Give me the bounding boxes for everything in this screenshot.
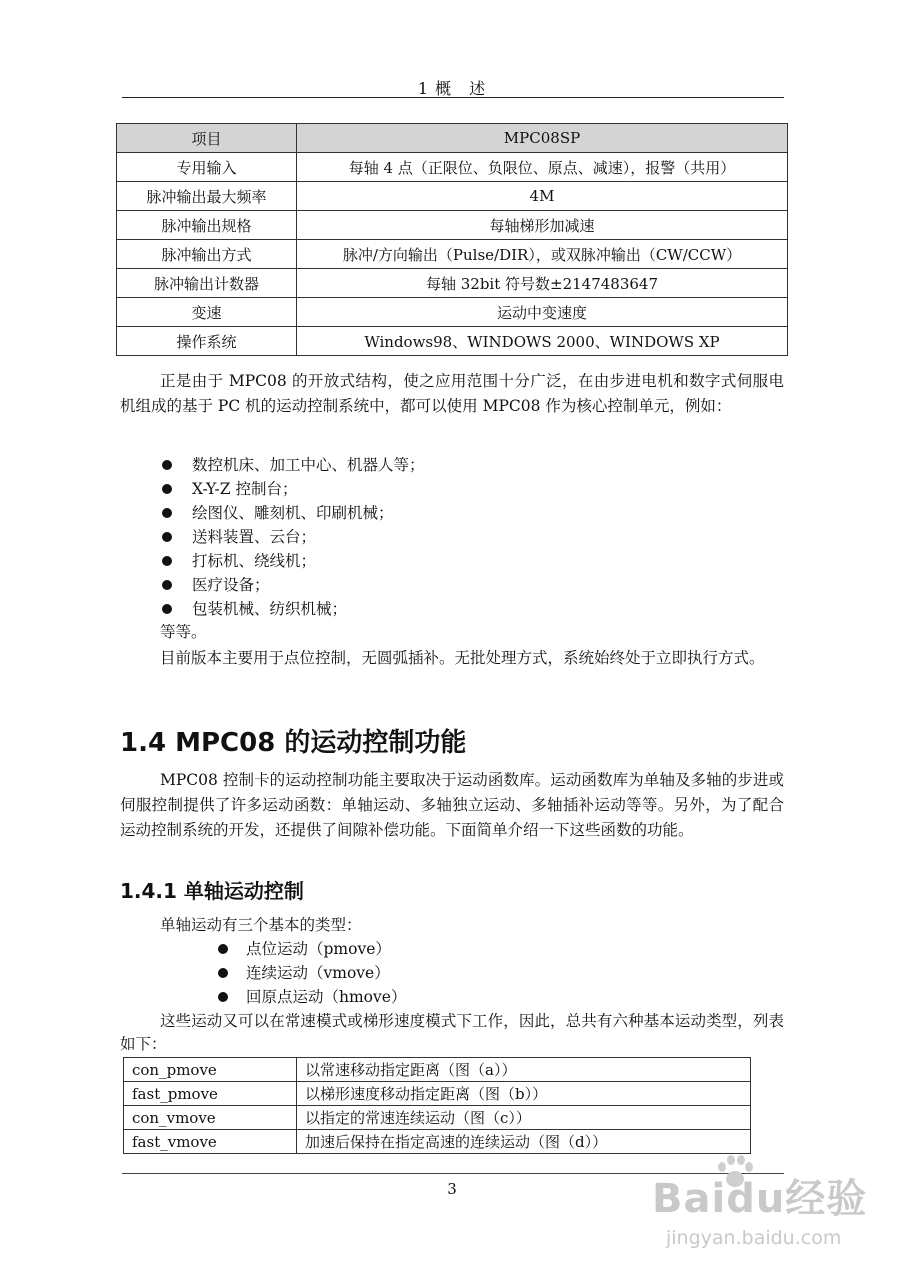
list-item: 回原点运动（hmove） — [120, 985, 720, 1009]
bullet-icon — [162, 508, 172, 518]
spec-key: 脉冲输出计数器 — [117, 269, 297, 298]
bullet-icon — [162, 580, 172, 590]
application-list — [120, 453, 720, 621]
spec-key: 项目 — [117, 124, 297, 153]
motion-type-list — [120, 937, 720, 1009]
function-desc: 以指定的常速连续运动（图（c）） — [297, 1106, 751, 1130]
watermark-logo: Baidu经验 — [652, 1176, 868, 1222]
spec-value: 运动中变速度 — [297, 298, 788, 327]
section-heading: 1.4 MPC08 的运动控制功能 — [120, 728, 467, 758]
motion-paragraph: 这些运动又可以在常速模式或梯形速度模式下工作，因此，总共有六种基本运动类型，列表如下： — [120, 1012, 784, 1053]
function-desc: 以梯形速度移动指定距离（图（b）） — [297, 1082, 751, 1106]
etc-text: 等等。 — [160, 623, 207, 641]
function-name: con_pmove — [124, 1058, 297, 1082]
spec-key: 操作系统 — [117, 327, 297, 356]
bullet-icon — [162, 532, 172, 542]
table-row — [124, 1130, 751, 1154]
watermark — [640, 1155, 890, 1270]
list-item: X-Y-Z 控制台； — [120, 477, 720, 501]
page-number: 3 — [447, 1180, 457, 1198]
spec-key: 脉冲输出最大频率 — [117, 182, 297, 211]
note-paragraph: 目前版本主要用于点位控制，无圆弧插补。无批处理方式，系统始终处于立即执行方式。 — [160, 649, 765, 667]
spec-key: 变速 — [117, 298, 297, 327]
table-row — [117, 182, 788, 211]
subsection-intro: 单轴运动有三个基本的类型： — [160, 916, 362, 934]
motion-table — [123, 1057, 751, 1154]
table-row — [117, 269, 788, 298]
spec-value: 每轴 4 点（正限位、负限位、原点、减速），报警（共用） — [297, 153, 788, 182]
bullet-icon — [218, 968, 228, 978]
spec-value: Windows98、WINDOWS 2000、WINDOWS XP — [297, 327, 788, 356]
table-row — [117, 240, 788, 269]
bullet-icon — [218, 944, 228, 954]
table-row — [117, 298, 788, 327]
spec-key: 脉冲输出规格 — [117, 211, 297, 240]
intro-paragraph: 正是由于 MPC08 的开放式结构，使之应用范围十分广泛，在由步进电机和数字式伺服电机组成的基于 PC 机的运动控制系统中，都可以使用 MPC08 作为核心控制单元，例如： — [120, 372, 784, 415]
list-item: 数控机床、加工中心、机器人等； — [120, 453, 720, 477]
table-row — [124, 1058, 751, 1082]
spec-key: 脉冲输出方式 — [117, 240, 297, 269]
bullet-icon — [162, 556, 172, 566]
list-item: 医疗设备； — [120, 573, 720, 597]
spec-table — [116, 123, 788, 356]
table-row — [117, 211, 788, 240]
list-item: 连续运动（vmove） — [120, 961, 720, 985]
table-row — [124, 1106, 751, 1130]
function-name: fast_pmove — [124, 1082, 297, 1106]
list-item: 送料装置、云台； — [120, 525, 720, 549]
spec-value: 脉冲/方向输出（Pulse/DIR），或双脉冲输出（CW/CCW） — [297, 240, 788, 269]
bullet-icon — [162, 460, 172, 470]
table-row — [117, 327, 788, 356]
table-row — [117, 124, 788, 153]
bullet-icon — [218, 992, 228, 1002]
header-rule — [122, 97, 784, 98]
bullet-icon — [162, 604, 172, 614]
list-item: 包装机械、纺织机械； — [120, 597, 720, 621]
bullet-icon — [162, 484, 172, 494]
spec-value: 4M — [297, 182, 788, 211]
spec-value: 每轴梯形加减速 — [297, 211, 788, 240]
function-name: con_vmove — [124, 1106, 297, 1130]
function-desc: 以常速移动指定距离（图（a）） — [297, 1058, 751, 1082]
list-item: 点位运动（pmove） — [120, 937, 720, 961]
function-name: fast_vmove — [124, 1130, 297, 1154]
page-header: 1 概 述 — [417, 79, 487, 98]
section-paragraph: MPC08 控制卡的运动控制功能主要取决于运动函数库。运动函数库为单轴及多轴的步进或伺服控制提供了许多运动函数：单轴运动、多轴独立运动、多轴插补运动等等。另外，为了配合运动控制系统的开发，还提供了间隙补偿功能。下面简单介绍一下这些函数的功能。 — [120, 771, 784, 839]
list-item: 绘图仪、雕刻机、印刷机械； — [120, 501, 720, 525]
spec-value: MPC08SP — [297, 124, 788, 153]
table-row — [117, 153, 788, 182]
spec-value: 每轴 32bit 符号数±2147483647 — [297, 269, 788, 298]
function-desc: 加速后保持在指定高速的连续运动（图（d）） — [297, 1130, 751, 1154]
spec-key: 专用输入 — [117, 153, 297, 182]
watermark-url: jingyan.baidu.com — [666, 1227, 842, 1249]
table-row — [124, 1082, 751, 1106]
subsection-heading: 1.4.1 单轴运动控制 — [120, 879, 304, 903]
list-item: 打标机、绕线机； — [120, 549, 720, 573]
